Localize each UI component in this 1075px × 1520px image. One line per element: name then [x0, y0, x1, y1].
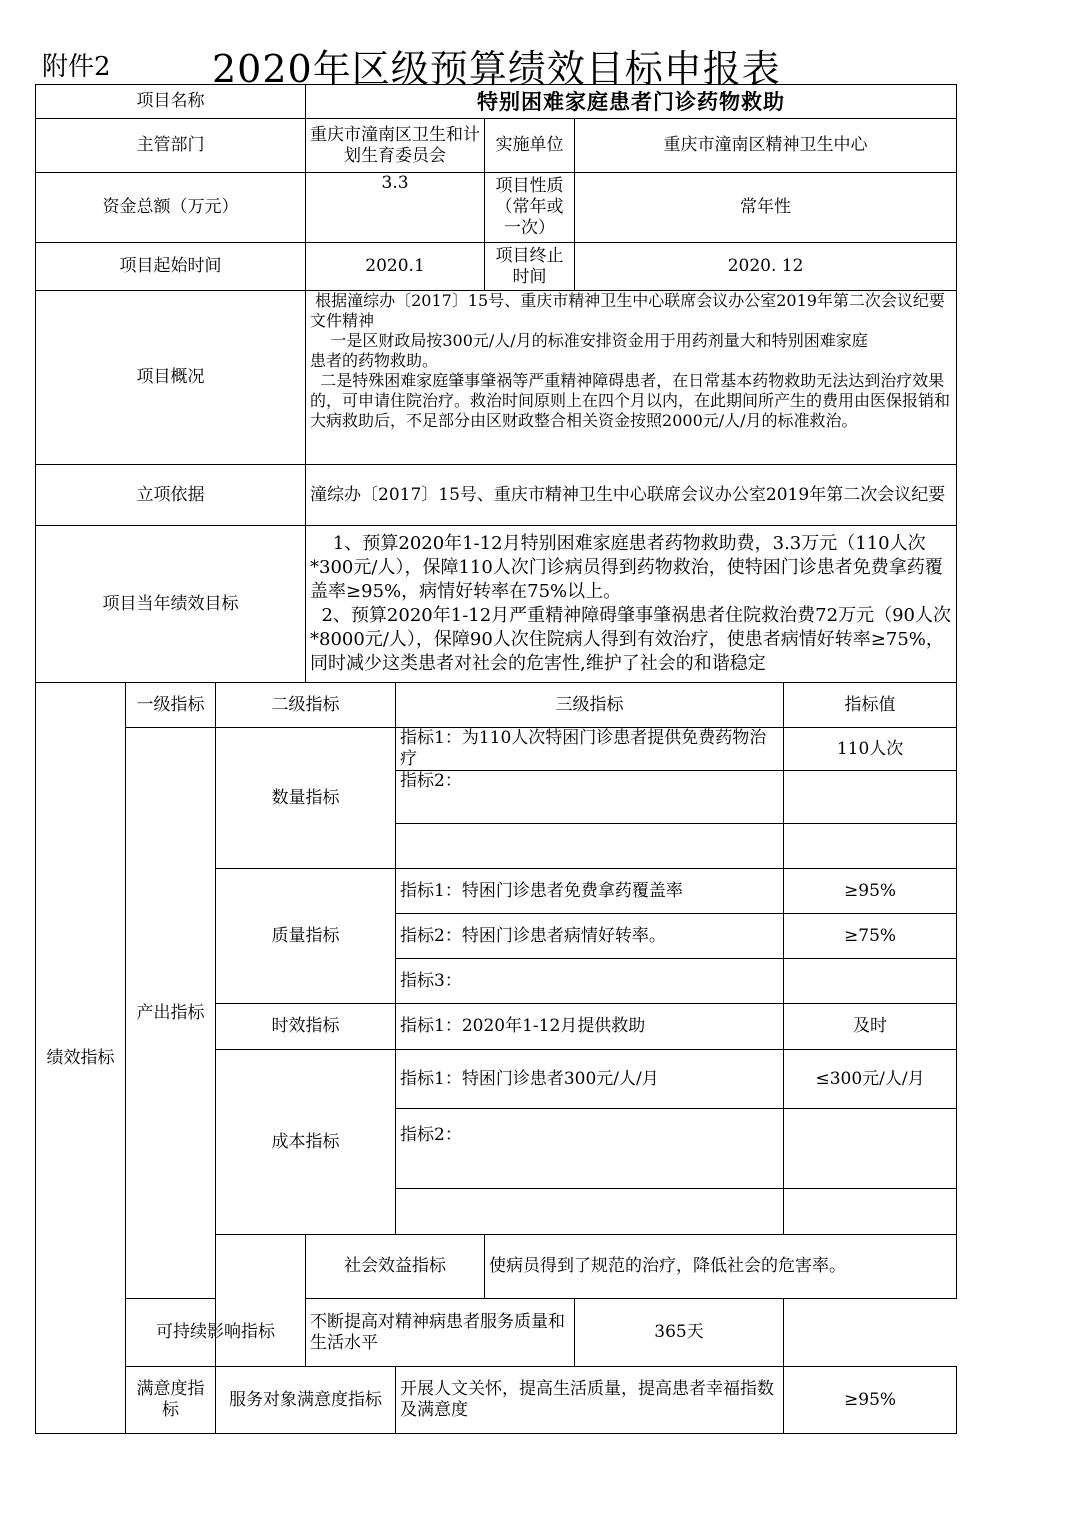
table-row	[36, 728, 957, 771]
table-row	[36, 1367, 957, 1434]
indicator-value: 110人次	[784, 728, 957, 771]
indicator-text: 指标2：特困门诊患者病情好转率。	[396, 914, 784, 959]
dept-value: 重庆市潼南区卫生和计划生育委员会	[306, 119, 485, 173]
indicator-text: 指标1：2020年1-12月提供救助	[396, 1004, 784, 1050]
cost-label: 成本指标	[216, 1050, 396, 1235]
indicator-text: 指标2：	[396, 1109, 784, 1189]
row-project-name	[36, 85, 957, 119]
indicator-value	[784, 959, 957, 1004]
quantity-label: 数量指标	[216, 728, 396, 869]
indicator-text: 指标3：	[396, 959, 784, 1004]
goal-text: 1、预算2020年1-12月特别困难家庭患者药物救助费，3.3万元（110人次*300元/人），保障110人次门诊病员得到药物救治，使特困门诊患者免费拿药覆盖率≥95%，病情好转率在75%以上。 2、预算2020年1-12月严重精神障碍肇事肇祸患者住院救治费72万元（90人次*8000元/人），保障90人次住院病人得到有效治疗，使患者病情好转率≥75%，同时减少这类患者对社会的危害性,维护了社会的和谐稳定	[306, 526, 957, 683]
start-label: 项目起始时间	[36, 243, 306, 291]
row-fund	[36, 173, 957, 243]
service-label: 服务对象满意度指标	[216, 1367, 396, 1434]
satisfaction-label: 满意度指标	[126, 1367, 216, 1434]
quality-label: 质量指标	[216, 869, 396, 1004]
page-title: 2020年区级预算绩效目标申报表	[212, 47, 781, 91]
end-label: 项目终止时间	[485, 243, 575, 291]
indicator-text	[396, 824, 784, 869]
table-row	[36, 1299, 957, 1367]
indicator-text: 使病员得到了规范的治疗，降低社会的危害率。	[485, 1235, 957, 1299]
performance-form-table	[35, 84, 957, 1434]
indicator-text: 开展人文关怀，提高生活质量，提高患者幸福指数及满意度	[396, 1367, 784, 1434]
timeliness-label: 时效指标	[216, 1004, 396, 1050]
indicator-value: ≥75%	[784, 914, 957, 959]
basis-text: 潼综办〔2017〕15号、重庆市精神卫生中心联席会议办公室2019年第二次会议纪要	[306, 465, 957, 526]
indicator-value: ≥95%	[784, 1367, 957, 1434]
dept-label: 主管部门	[36, 119, 306, 173]
indicator-text: 指标1：特困门诊患者300元/人/月	[396, 1050, 784, 1109]
indicator-value: ≤300元/人/月	[784, 1050, 957, 1109]
indicator-value	[784, 1109, 957, 1189]
indicator-value	[784, 771, 957, 824]
social-label: 社会效益指标	[306, 1235, 485, 1299]
indicator-value	[784, 824, 957, 869]
indicator-text: 指标2：	[396, 771, 784, 824]
nature-value: 常年性	[575, 173, 957, 243]
output-label: 产出指标	[126, 728, 216, 1299]
row-goal	[36, 526, 957, 683]
indicator-value: 365天	[575, 1299, 784, 1367]
indicator-value: 及时	[784, 1004, 957, 1050]
row-basis	[36, 465, 957, 526]
col-level3-header: 三级指标	[396, 683, 784, 728]
indicator-text: 指标1：为110人次特困门诊患者提供免费药物治疗	[396, 728, 784, 771]
end-value: 2020. 12	[575, 243, 957, 291]
indicator-value	[784, 1189, 957, 1235]
row-overview	[36, 291, 957, 465]
impl-label: 实施单位	[485, 119, 575, 173]
row-indicator-header	[36, 683, 957, 728]
indicator-text	[396, 1189, 784, 1235]
nature-label: 项目性质（常年或一次）	[485, 173, 575, 243]
start-value: 2020.1	[306, 243, 485, 291]
indicator-text: 不断提高对精神病患者服务质量和生活水平	[306, 1299, 575, 1367]
project-name-value: 特别困难家庭患者门诊药物救助	[306, 85, 957, 119]
col-level2-header: 二级指标	[216, 683, 396, 728]
row-department	[36, 119, 957, 173]
indicator-text: 指标1：特困门诊患者免费拿药覆盖率	[396, 869, 784, 914]
attachment-label: 附件2	[42, 52, 111, 82]
goal-label: 项目当年绩效目标	[36, 526, 306, 683]
indicator-value: ≥95%	[784, 869, 957, 914]
fund-value: 3.3	[306, 173, 485, 243]
overview-label: 项目概况	[36, 291, 306, 465]
row-time	[36, 243, 957, 291]
fund-label: 资金总额（万元）	[36, 173, 306, 243]
basis-label: 立项依据	[36, 465, 306, 526]
col-value-header: 指标值	[784, 683, 957, 728]
sustain-label: 可持续影响指标	[126, 1299, 306, 1367]
impl-value: 重庆市潼南区精神卫生中心	[575, 119, 957, 173]
col-level1-header: 一级指标	[126, 683, 216, 728]
overview-text: 根据潼综办〔2017〕15号、重庆市精神卫生中心联席会议办公室2019年第二次会议纪要文件精神 一是区财政局按300元/人/月的标准安排资金用于用药剂量大和特别困难家庭 患者的药物救助。 二是特殊困难家庭肇事肇祸等严重精神障碍患者，在日常基本药物救助无法达到治疗效果的，可申请住院治疗。救治时间原则上在四个月以内，在此期间所产生的费用由医保报销和大病救助后，不足部分由区财政整合相关资金按照2000元/人/月的标准救治。	[306, 291, 957, 465]
project-name-label: 项目名称	[36, 85, 306, 119]
indicators-section-label: 绩效指标	[36, 683, 126, 1434]
